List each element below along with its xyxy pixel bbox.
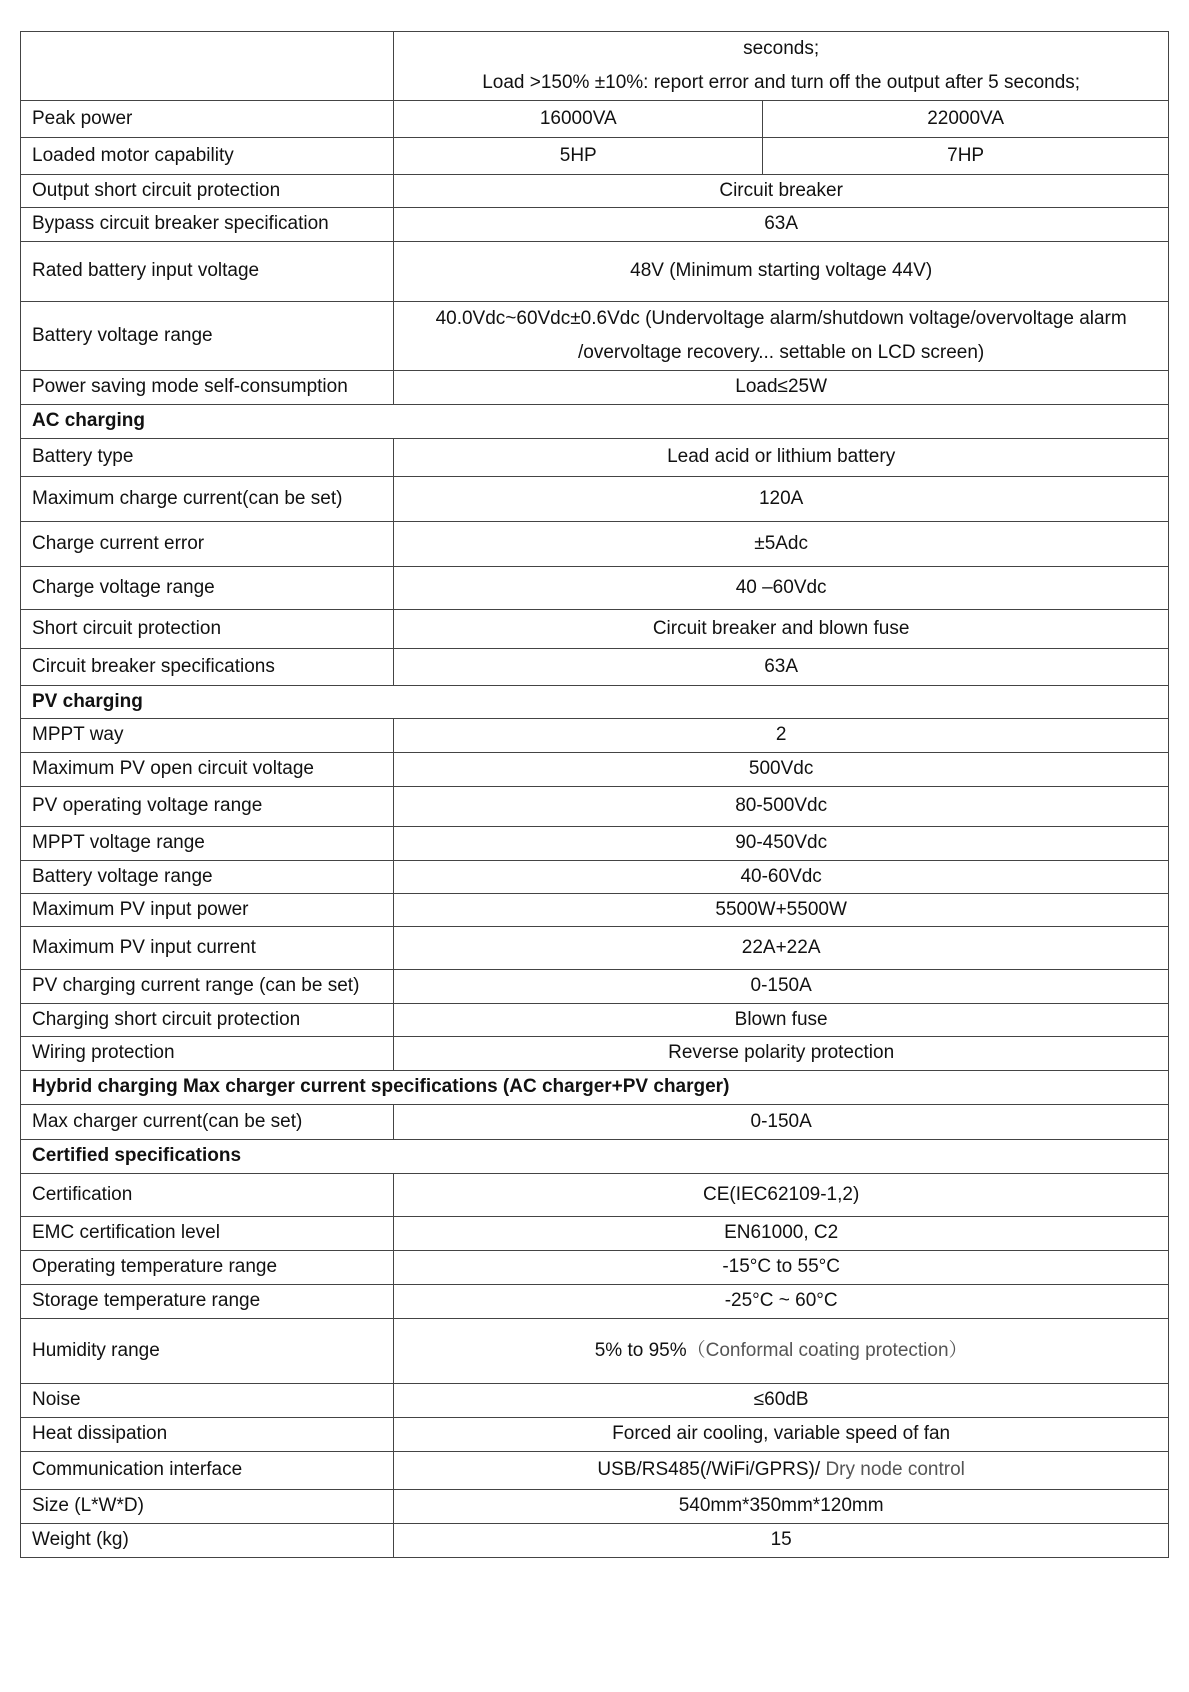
row-label: Peak power [21,101,394,138]
row-value: Circuit breaker and blown fuse [394,610,1169,649]
row-value: 2 [394,719,1169,753]
row-value: 500Vdc [394,753,1169,787]
table-row [21,1174,1169,1217]
table-row [21,522,1169,567]
table-row [21,610,1169,649]
row-label: Charge voltage range [21,567,394,610]
row-label: MPPT way [21,719,394,753]
comm-note: Dry node control [820,1459,965,1481]
row-label: Rated battery input voltage [21,242,394,302]
comm-value: USB/RS485(/WiFi/GPRS)/ [597,1459,821,1481]
table-row [21,649,1169,686]
row-label: Battery type [21,439,394,477]
humidity-value: 5% to 95% [594,1339,687,1361]
row-label: Power saving mode self-consumption [21,371,394,405]
battery-range-line-2: /overvoltage recovery... settable on LCD screen) [578,342,985,363]
row-value: 90-450Vdc [394,827,1169,861]
row-label: PV charging current range (can be set) [21,970,394,1004]
table-row [21,927,1169,970]
battery-range-line-1: 40.0Vdc~60Vdc±0.6Vdc (Undervoltage alarm/shutdown voltage/overvoltage alarm [435,308,1127,329]
row-label: Bypass circuit breaker specification [21,208,394,242]
row-value: 5HP [394,138,763,175]
humidity-note: （Conformal coating protection） [686,1339,968,1361]
row-label: Max charger current(can be set) [21,1105,394,1140]
table-row [21,32,1169,101]
row-label: EMC certification level [21,1217,394,1251]
row-label: MPPT voltage range [21,827,394,861]
row-value: 15 [394,1524,1169,1558]
row-label: Battery voltage range [21,302,394,371]
row-value: 0-150A [394,970,1169,1004]
row-value: 22A+22A [394,927,1169,970]
row-value: Reverse polarity protection [394,1037,1169,1071]
row-value: CE(IEC62109-1,2) [394,1174,1169,1217]
row-value: Lead acid or lithium battery [394,439,1169,477]
section-title-hybrid: Hybrid charging Max charger current specifications (AC charger+PV charger) [21,1071,1169,1105]
row-label: Communication interface [21,1452,394,1490]
row-label: Output short circuit protection [21,175,394,208]
row-value: 63A [394,208,1169,242]
row-value: 5500W+5500W [394,894,1169,927]
row-value [394,1452,1169,1490]
table-row [21,208,1169,242]
table-row [21,1418,1169,1452]
row-label: PV operating voltage range [21,787,394,827]
row-label: Maximum PV open circuit voltage [21,753,394,787]
table-row [21,1217,1169,1251]
row-value: 63A [394,649,1169,686]
table-row [21,1384,1169,1418]
table-row [21,894,1169,927]
row-value: ±5Adc [394,522,1169,567]
row-label: Loaded motor capability [21,138,394,175]
row-value: Circuit breaker [394,175,1169,208]
row-value [394,302,1169,371]
row-value: 40 –60Vdc [394,567,1169,610]
table-row [21,1524,1169,1558]
row-value [394,32,1169,101]
row-label: Battery voltage range [21,861,394,894]
row-value: Forced air cooling, variable speed of fan [394,1418,1169,1452]
row-label: Circuit breaker specifications [21,649,394,686]
row-label: Wiring protection [21,1037,394,1071]
table-row [21,477,1169,522]
section-title-certified: Certified specifications [21,1140,1169,1174]
row-value: 540mm*350mm*120mm [394,1490,1169,1524]
table-row [21,827,1169,861]
table-row [21,1285,1169,1319]
row-value [394,1319,1169,1384]
table-row [21,861,1169,894]
section-header-row [21,1071,1169,1105]
table-row [21,302,1169,371]
table-row [21,1004,1169,1037]
continuation-line-1: seconds; [743,38,820,59]
table-row [21,567,1169,610]
row-value: -15°C to 55°C [394,1251,1169,1285]
table-row [21,138,1169,175]
row-label [21,32,394,101]
table-row [21,1105,1169,1140]
row-label: Charging short circuit protection [21,1004,394,1037]
row-value: Load≤25W [394,371,1169,405]
row-label: Storage temperature range [21,1285,394,1319]
table-row [21,753,1169,787]
row-label: Weight (kg) [21,1524,394,1558]
table-row [21,970,1169,1004]
row-label: Humidity range [21,1319,394,1384]
row-value: 22000VA [763,101,1169,138]
table-row [21,101,1169,138]
row-label: Size (L*W*D) [21,1490,394,1524]
table-row [21,1037,1169,1071]
section-title-pv-charging: PV charging [21,686,1169,719]
table-row [21,371,1169,405]
row-value: -25°C ~ 60°C [394,1285,1169,1319]
row-label: Certification [21,1174,394,1217]
table-row [21,787,1169,827]
row-value: 120A [394,477,1169,522]
table-row [21,439,1169,477]
row-value: Blown fuse [394,1004,1169,1037]
row-value: 16000VA [394,101,763,138]
row-label: Maximum PV input current [21,927,394,970]
row-label: Maximum charge current(can be set) [21,477,394,522]
continuation-line-2: Load >150% ±10%: report error and turn off the output after 5 seconds; [482,72,1081,93]
row-label: Heat dissipation [21,1418,394,1452]
spec-table [20,31,1169,1558]
table-row [21,1490,1169,1524]
table-row [21,1452,1169,1490]
section-header-row [21,686,1169,719]
table-row [21,1319,1169,1384]
row-label: Maximum PV input power [21,894,394,927]
row-label: Noise [21,1384,394,1418]
table-row [21,175,1169,208]
row-value: EN61000, C2 [394,1217,1169,1251]
row-label: Short circuit protection [21,610,394,649]
section-title-ac-charging: AC charging [21,405,1169,439]
row-value: 80-500Vdc [394,787,1169,827]
row-value: 48V (Minimum starting voltage 44V) [394,242,1169,302]
section-header-row [21,405,1169,439]
section-header-row [21,1140,1169,1174]
table-row [21,719,1169,753]
row-value: 7HP [763,138,1169,175]
row-value: 0-150A [394,1105,1169,1140]
row-value: 40-60Vdc [394,861,1169,894]
row-label: Operating temperature range [21,1251,394,1285]
table-row [21,1251,1169,1285]
row-label: Charge current error [21,522,394,567]
table-row [21,242,1169,302]
row-value: ≤60dB [394,1384,1169,1418]
